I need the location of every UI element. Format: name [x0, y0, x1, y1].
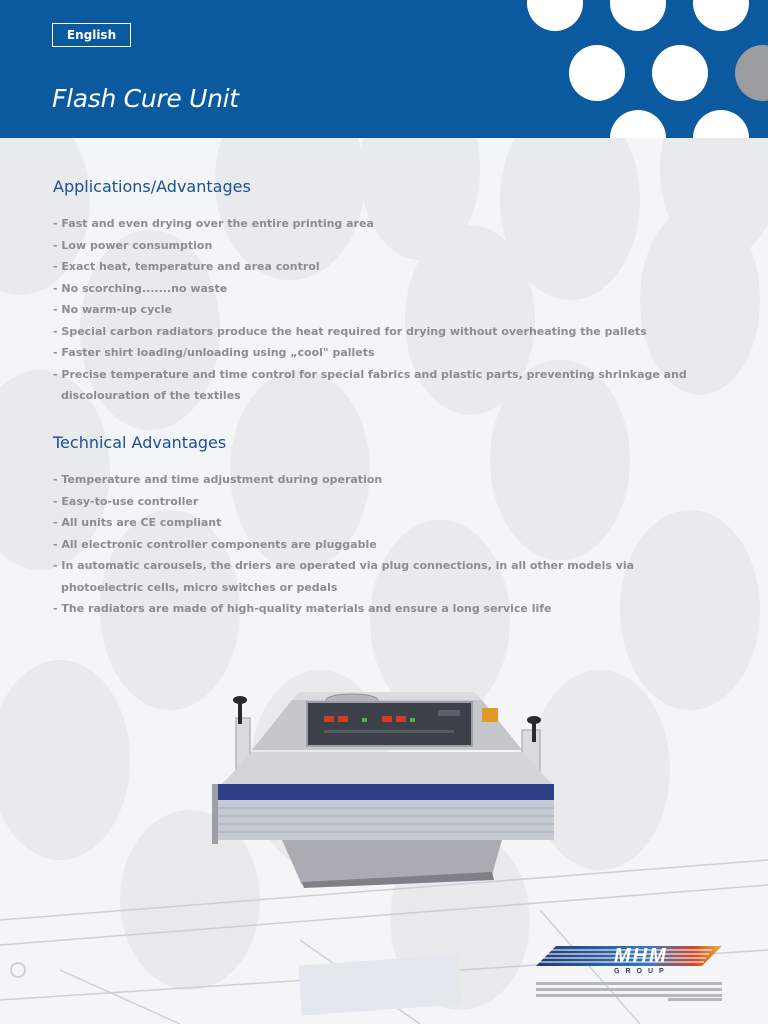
list-item: - Faster shirt loading/unloading using „cool" pallets [53, 346, 375, 359]
list-item: - Fast and even drying over the entire printing area [53, 217, 374, 230]
technical-heading: Technical Advantages [53, 433, 227, 452]
list-item: - All electronic controller components are pluggable [53, 537, 377, 551]
list-item: - No warm-up cycle [53, 303, 173, 316]
applications-list [53, 213, 713, 407]
list-item: - The radiators are made of high-quality materials and ensure a long service life [53, 602, 552, 615]
flash-cure-unit-image [212, 690, 572, 890]
logo-address-lines [536, 980, 726, 1002]
applications-heading: Applications/Advantages [53, 177, 251, 196]
logo-group-text: GROUP [614, 968, 670, 975]
mhm-group-logo [536, 944, 726, 1004]
list-item: - All units are CE compliant [53, 516, 222, 529]
list-item: - Temperature and time adjustment during operation [53, 473, 383, 486]
mhm-logo-word: MHM [614, 945, 668, 967]
technical-list [53, 469, 713, 620]
list-item: - No scorching.......no waste [53, 281, 228, 295]
list-item: - Easy-to-use controller [53, 494, 199, 508]
page-title: Flash Cure Unit [52, 84, 239, 113]
list-item: - In automatic carousels, the driers are operated via plug connections, in all other models via photoelectric cells, micro switches or pedals [53, 559, 635, 594]
list-item: - Low power consumption [53, 238, 213, 252]
list-item: - Precise temperature and time control for special fabrics and plastic parts, preventing shrinkage and discolouration of the textiles [53, 367, 687, 402]
mhm-logo-mark [536, 944, 726, 968]
language-button[interactable]: English [52, 23, 131, 47]
list-item: - Special carbon radiators produce the heat required for drying without overheating the pallets [53, 324, 647, 338]
list-item: - Exact heat, temperature and area control [53, 260, 320, 273]
